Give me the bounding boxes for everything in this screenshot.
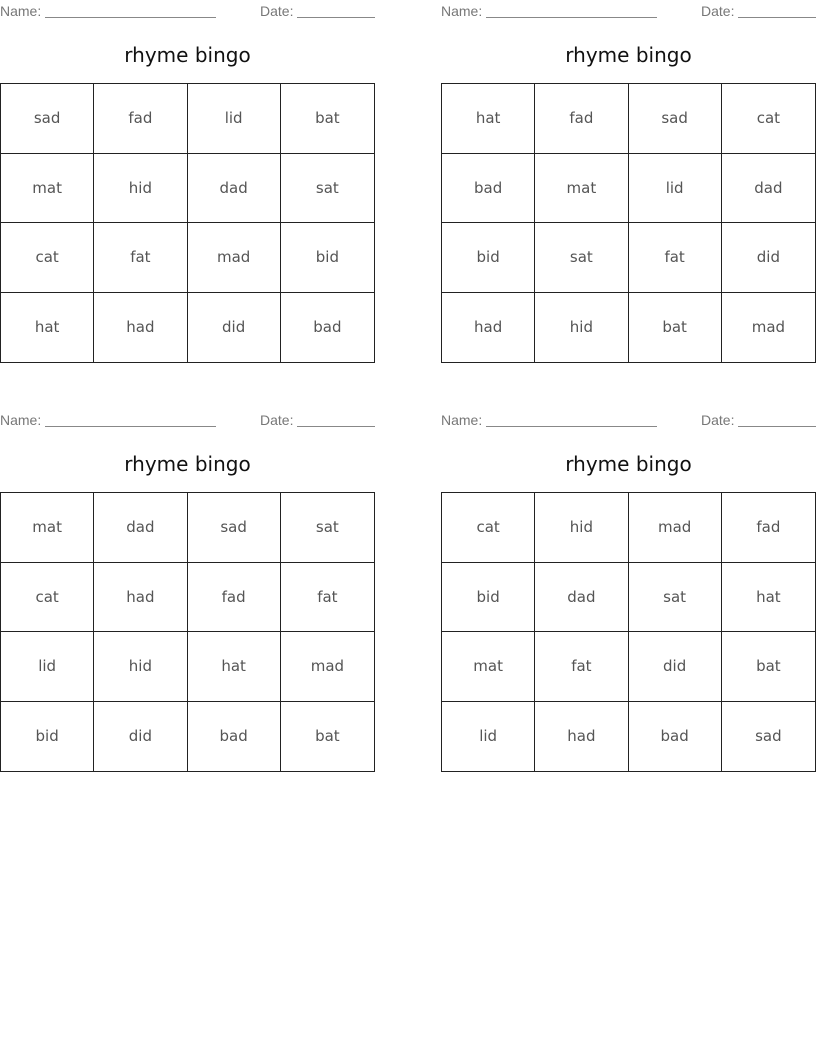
bingo-cell[interactable]: dad <box>94 493 187 563</box>
date-blank-line[interactable] <box>297 17 375 18</box>
bingo-cell[interactable]: bad <box>442 154 535 224</box>
card-title: rhyme bingo <box>565 452 692 476</box>
bingo-cell[interactable]: bat <box>315 727 340 746</box>
date-blank-line[interactable] <box>738 426 816 427</box>
date-blank-line[interactable] <box>297 426 375 427</box>
bingo-cell[interactable]: lid <box>188 84 281 154</box>
date-label: Date: <box>260 3 294 19</box>
bingo-cell[interactable]: bat <box>629 293 722 363</box>
date-label: Date: <box>701 412 735 428</box>
bingo-cell[interactable]: bad <box>629 702 722 772</box>
bingo-cell[interactable]: sad <box>755 727 782 746</box>
bingo-cell[interactable]: hid <box>94 632 187 702</box>
bingo-cell[interactable]: lid <box>1 632 94 702</box>
name-blank-line[interactable] <box>486 426 657 427</box>
bingo-cell[interactable]: dad <box>722 154 815 224</box>
bingo-cell[interactable]: fad <box>535 84 628 154</box>
bingo-cell[interactable]: fat <box>535 632 628 702</box>
bingo-grid <box>0 83 375 363</box>
bingo-cell[interactable]: sad <box>188 493 281 563</box>
bingo-cell[interactable]: hid <box>94 154 187 224</box>
bingo-cell[interactable]: mat <box>1 154 94 224</box>
bingo-cell[interactable]: bat <box>281 84 374 154</box>
bingo-cell[interactable]: cat <box>722 84 815 154</box>
bingo-cell[interactable]: fad <box>722 493 815 563</box>
name-label: Name: <box>441 3 483 19</box>
name-blank-line[interactable] <box>486 17 657 18</box>
card-title: rhyme bingo <box>124 43 251 67</box>
bingo-card <box>0 409 375 774</box>
bingo-cell[interactable]: did <box>94 702 187 772</box>
card-title: rhyme bingo <box>565 43 692 67</box>
bingo-cell[interactable]: bat <box>722 632 815 702</box>
bingo-grid <box>0 492 375 772</box>
bingo-cell[interactable]: hat <box>722 563 815 633</box>
bingo-cell[interactable]: bad <box>313 318 342 337</box>
date-label: Date: <box>701 3 735 19</box>
bingo-cell[interactable]: bad <box>188 702 281 772</box>
bingo-cell[interactable]: bid <box>442 223 535 293</box>
bingo-cell[interactable]: mad <box>188 223 281 293</box>
bingo-cell[interactable]: sad <box>629 84 722 154</box>
bingo-cell[interactable]: did <box>188 293 281 363</box>
bingo-cell[interactable]: mat <box>442 632 535 702</box>
bingo-cell[interactable]: had <box>94 293 187 363</box>
name-label: Name: <box>441 412 483 428</box>
bingo-cell[interactable]: bid <box>1 702 94 772</box>
bingo-cell[interactable]: bid <box>281 223 374 293</box>
bingo-card <box>441 0 816 365</box>
bingo-cell[interactable]: fat <box>281 563 374 633</box>
bingo-cell[interactable]: dad <box>188 154 281 224</box>
bingo-card <box>0 0 375 365</box>
bingo-cell[interactable]: cat <box>442 493 535 563</box>
bingo-cell[interactable]: dad <box>535 563 628 633</box>
bingo-grid <box>441 492 816 772</box>
bingo-cell[interactable]: cat <box>1 223 94 293</box>
bingo-cell[interactable]: hid <box>535 293 628 363</box>
bingo-cell[interactable]: cat <box>1 563 94 633</box>
bingo-cell[interactable]: had <box>535 702 628 772</box>
card-title: rhyme bingo <box>124 452 251 476</box>
bingo-card <box>441 409 816 774</box>
bingo-cell[interactable]: sat <box>629 563 722 633</box>
name-label: Name: <box>0 3 42 19</box>
bingo-cell[interactable]: fad <box>188 563 281 633</box>
bingo-cell[interactable]: hat <box>442 84 535 154</box>
bingo-cell[interactable]: lid <box>442 702 535 772</box>
bingo-cell[interactable]: sad <box>1 84 94 154</box>
bingo-cell[interactable]: sat <box>535 223 628 293</box>
bingo-cell[interactable]: mat <box>1 493 94 563</box>
bingo-cell[interactable]: fat <box>94 223 187 293</box>
bingo-cell[interactable]: lid <box>629 154 722 224</box>
name-blank-line[interactable] <box>45 426 216 427</box>
bingo-cell[interactable]: did <box>629 632 722 702</box>
bingo-cell[interactable]: sat <box>281 493 374 563</box>
bingo-cell[interactable]: bid <box>442 563 535 633</box>
bingo-cell[interactable]: hat <box>188 632 281 702</box>
bingo-cell[interactable]: hid <box>535 493 628 563</box>
bingo-cell[interactable]: mad <box>751 318 786 337</box>
bingo-cell[interactable]: hat <box>1 293 94 363</box>
bingo-cell[interactable]: had <box>442 293 535 363</box>
date-label: Date: <box>260 412 294 428</box>
name-label: Name: <box>0 412 42 428</box>
bingo-cell[interactable]: had <box>94 563 187 633</box>
bingo-cell[interactable]: mad <box>281 632 374 702</box>
bingo-grid <box>441 83 816 363</box>
bingo-cell[interactable]: sat <box>281 154 374 224</box>
bingo-cell[interactable]: fat <box>629 223 722 293</box>
date-blank-line[interactable] <box>738 17 816 18</box>
bingo-cell[interactable]: did <box>722 223 815 293</box>
bingo-cell[interactable]: fad <box>94 84 187 154</box>
bingo-cell[interactable]: mad <box>629 493 722 563</box>
name-blank-line[interactable] <box>45 17 216 18</box>
bingo-cell[interactable]: mat <box>535 154 628 224</box>
